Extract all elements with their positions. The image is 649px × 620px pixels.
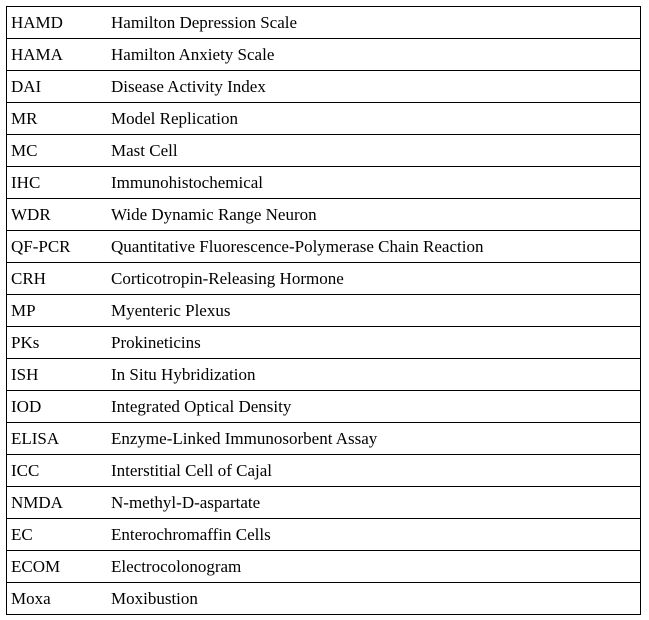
abbreviations-table bbox=[6, 6, 641, 615]
abbreviation-cell: ICC bbox=[7, 455, 108, 487]
abbreviation-cell: WDR bbox=[7, 199, 108, 231]
table-row bbox=[7, 359, 641, 391]
definition-cell: Quantitative Fluorescence-Polymerase Chain Reaction bbox=[107, 231, 641, 263]
table-row bbox=[7, 551, 641, 583]
definition-cell: N-methyl-D-aspartate bbox=[107, 487, 641, 519]
abbreviation-cell: MP bbox=[7, 295, 108, 327]
definition-cell: Mast Cell bbox=[107, 135, 641, 167]
definition-cell: Disease Activity Index bbox=[107, 71, 641, 103]
abbreviation-cell: MR bbox=[7, 103, 108, 135]
abbreviation-cell: NMDA bbox=[7, 487, 108, 519]
definition-cell: Prokineticins bbox=[107, 327, 641, 359]
definition-cell: Hamilton Depression Scale bbox=[107, 7, 641, 39]
table-row bbox=[7, 135, 641, 167]
table-row bbox=[7, 263, 641, 295]
abbreviation-cell: QF-PCR bbox=[7, 231, 108, 263]
table-row bbox=[7, 583, 641, 615]
table-row bbox=[7, 391, 641, 423]
definition-cell: Enzyme-Linked Immunosorbent Assay bbox=[107, 423, 641, 455]
definition-cell: Corticotropin-Releasing Hormone bbox=[107, 263, 641, 295]
table-row bbox=[7, 487, 641, 519]
abbreviation-cell: CRH bbox=[7, 263, 108, 295]
table-row bbox=[7, 327, 641, 359]
table-row bbox=[7, 103, 641, 135]
definition-cell: Moxibustion bbox=[107, 583, 641, 615]
table-row bbox=[7, 7, 641, 39]
definition-cell: Integrated Optical Density bbox=[107, 391, 641, 423]
table-row bbox=[7, 455, 641, 487]
abbreviation-cell: Moxa bbox=[7, 583, 108, 615]
definition-cell: Model Replication bbox=[107, 103, 641, 135]
table-row bbox=[7, 519, 641, 551]
abbreviations-table-body bbox=[7, 7, 641, 615]
definition-cell: Wide Dynamic Range Neuron bbox=[107, 199, 641, 231]
table-row bbox=[7, 423, 641, 455]
table-row bbox=[7, 199, 641, 231]
definition-cell: Myenteric Plexus bbox=[107, 295, 641, 327]
abbreviation-cell: PKs bbox=[7, 327, 108, 359]
abbreviation-cell: DAI bbox=[7, 71, 108, 103]
abbreviation-cell: HAMD bbox=[7, 7, 108, 39]
definition-cell: In Situ Hybridization bbox=[107, 359, 641, 391]
definition-cell: Immunohistochemical bbox=[107, 167, 641, 199]
abbreviation-cell: ECOM bbox=[7, 551, 108, 583]
definition-cell: Hamilton Anxiety Scale bbox=[107, 39, 641, 71]
table-row bbox=[7, 39, 641, 71]
abbreviation-cell: HAMA bbox=[7, 39, 108, 71]
table-row bbox=[7, 231, 641, 263]
definition-cell: Electrocolonogram bbox=[107, 551, 641, 583]
abbreviation-cell: IOD bbox=[7, 391, 108, 423]
definition-cell: Interstitial Cell of Cajal bbox=[107, 455, 641, 487]
table-row bbox=[7, 167, 641, 199]
abbreviation-cell: MC bbox=[7, 135, 108, 167]
table-row bbox=[7, 295, 641, 327]
abbreviation-cell: IHC bbox=[7, 167, 108, 199]
abbreviation-cell: ISH bbox=[7, 359, 108, 391]
abbreviation-cell: ELISA bbox=[7, 423, 108, 455]
table-row bbox=[7, 71, 641, 103]
abbreviation-cell: EC bbox=[7, 519, 108, 551]
definition-cell: Enterochromaffin Cells bbox=[107, 519, 641, 551]
